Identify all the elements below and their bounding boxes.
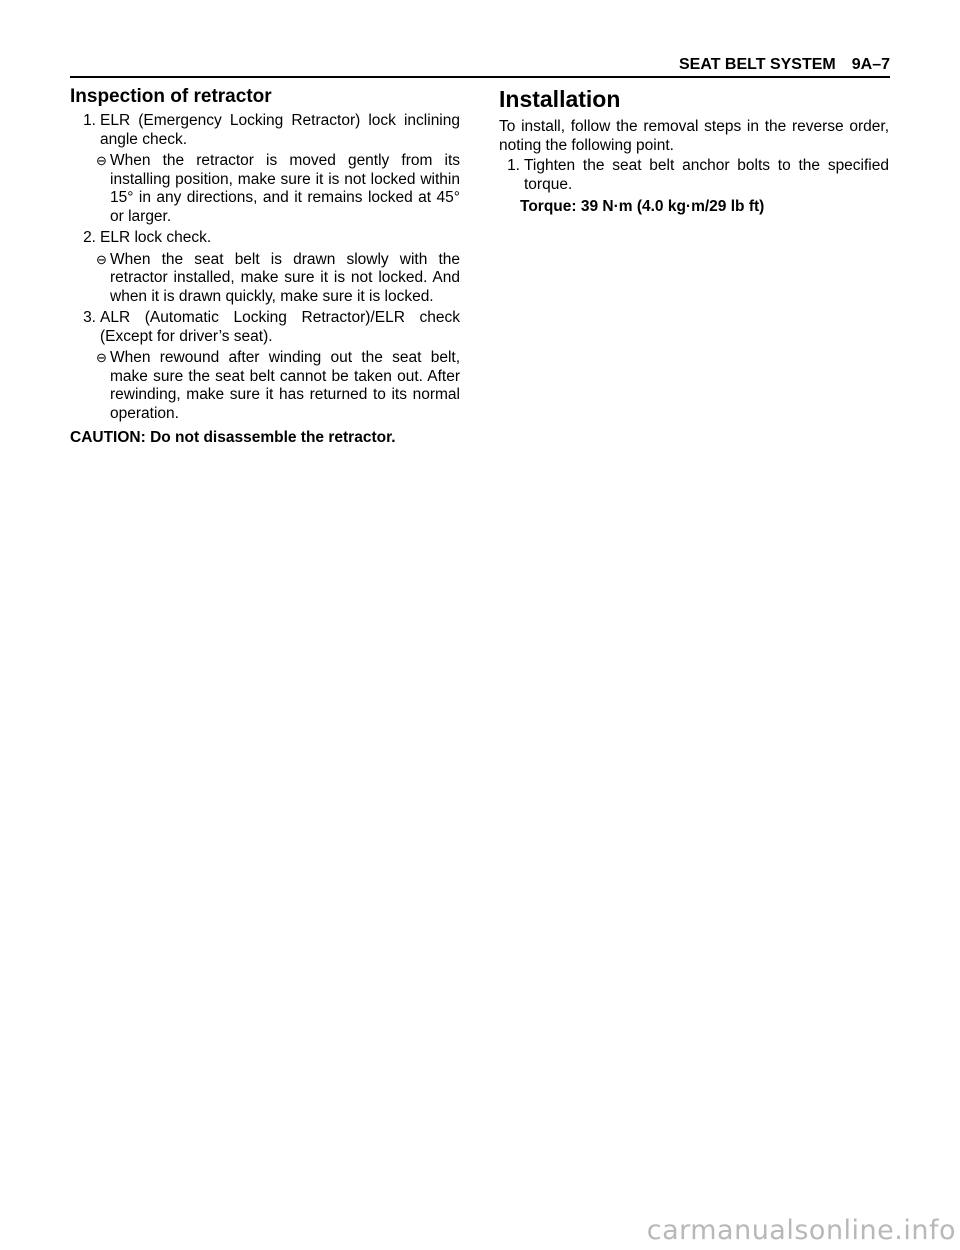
bullet-icon: ⊖ (96, 153, 107, 168)
watermark: carmanualsonline.info (646, 1215, 956, 1246)
bullet-icon: ⊖ (96, 350, 107, 365)
list-item (70, 112, 460, 149)
item-number: 3. (83, 309, 96, 326)
item-text: ELR (Emergency Locking Retractor) lock inclining angle check. (100, 112, 460, 148)
bullet-text: When the retractor is moved gently from its installing position, make sure it is not locked within 15° in any directions, and it remains locked at 45° or larger. (110, 152, 460, 225)
bullet-icon: ⊖ (96, 251, 107, 267)
installation-heading: Installation (499, 86, 621, 112)
list-item (494, 157, 889, 194)
item-number: 2. (83, 229, 96, 246)
item-text: ALR (Automatic Locking Retractor)/ELR check (Except for driver’s seat). (100, 309, 460, 345)
right-column (499, 86, 889, 217)
section-title: SEAT BELT SYSTEM (679, 56, 836, 73)
caution-note: CAUTION: Do not disassemble the retractor. (70, 429, 396, 446)
bullet-text: When the seat belt is drawn slowly with the retractor installed, make sure it is not locked. And when it is drawn quickly, make sure it is locked. (110, 250, 460, 305)
list-item (70, 309, 460, 346)
bullet-item (96, 251, 460, 307)
bullet-item (96, 349, 460, 423)
page-header (70, 56, 890, 78)
left-column (70, 86, 460, 448)
page-number: 9A–7 (851, 56, 890, 73)
item-text: ELR lock check. (100, 229, 212, 246)
bullet-item (96, 152, 460, 226)
item-text: Tighten the seat belt anchor bolts to the specified torque. (524, 157, 889, 193)
bullet-text: When rewound after winding out the seat belt, make sure the seat belt cannot be taken out. After rewinding, make sure it has returned to its normal operation. (110, 349, 460, 422)
list-item (70, 229, 460, 248)
item-number: 1. (83, 112, 96, 129)
item-number: 1. (507, 157, 520, 174)
intro-text: To install, follow the removal steps in the reverse order, noting the following point. (499, 118, 889, 154)
inspection-heading: Inspection of retractor (70, 86, 272, 107)
torque-spec: Torque: 39 N·m (4.0 kg·m/29 lb ft) (520, 198, 765, 215)
